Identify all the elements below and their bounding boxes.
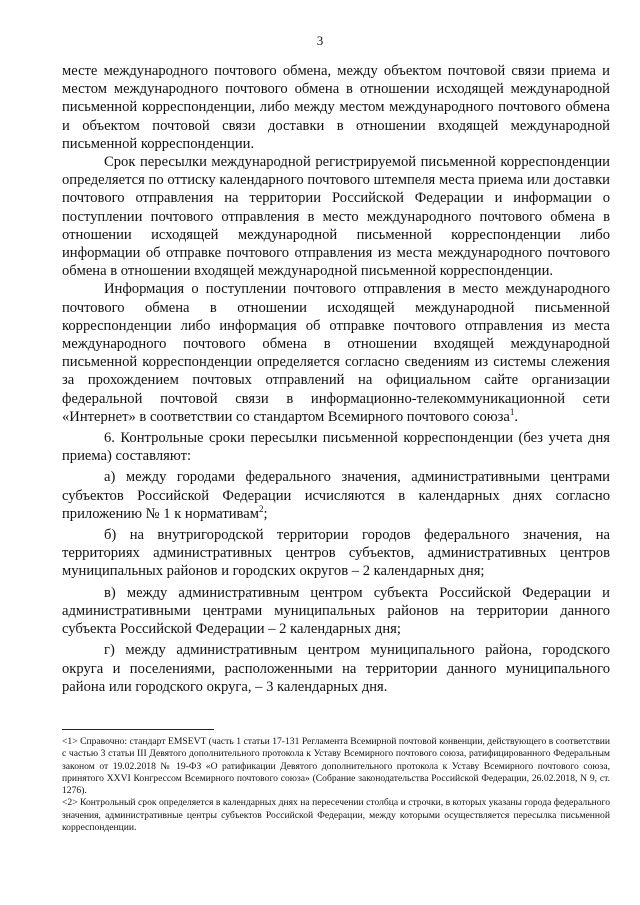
paragraph-item-b: б) на внутригородской территории городов федерального значения, на территориях административных центров субъектов, административных центров муниципальных районов и городских округов – 2 календарных дня; — [62, 527, 610, 580]
paragraph-continuation: месте международного почтового обмена, между объектом почтовой связи приема и местом международного почтового обмена в отношении исходящей международной письменной корреспонденции, либо между местом международного почтового обмена и объектом почтовой связи доставки в отношении входящей международной письменной корреспонденции. — [62, 63, 610, 152]
footnote-divider — [62, 729, 214, 730]
paragraph-text: а) между городами федерального значения, административными центрами субъектов Российской Федерации исчисляются в календарных днях согласно приложению № 1 к нормативам — [62, 469, 610, 522]
paragraph-tracking-info — [62, 280, 610, 426]
paragraph-term-determination: Срок пересылки международной регистрируемой письменной корреспонденции определяется по оттиску календарного почтового штемпеля места приема или доставки почтового отправления на территории Российской Федерации и информации о поступлении почтового отправления в место международного почтового обмена в отношении исходящей международной письменной корреспонденции либо информации об отправке почтового отправления из места международного почтового обмена в отношении входящей международной письменной корреспонденции. — [62, 154, 610, 280]
paragraph-text: Информация о поступлении почтового отправления в место международного почтового обмена в отношении исходящей международной письменной корреспонденции либо информация об отправке почтового отправления из места международного почтового обмена в отношении входящей международной письменной корреспонденции определяется согласно сведениям из системы слежения за прохождением почтовых отправлений на официальном сайте организации федеральной почтовой связи в информационно-телекоммуникационной сети «Интернет» в соответствии со стандартом Всемирного почтового союза — [62, 281, 610, 425]
footnote-1: <1> Справочно: стандарт EMSEVT (часть 1 статьи 17-131 Регламента Всемирной почтовой конвенции, действующего в соответствии с частью 3 статьи III Девятого дополнительного протокола к Уставу Всемирного почтового союза, ратифицированного Федеральным законом от 19.02.2018 № 19-ФЗ «О ратификации Девятого дополнительного протокола к Уставу Всемирного почтового союза, принятого XXVI Конгрессом Всемирного почтового союза» (Собрание законодательства Российской Федерации, 26.02.2018, N 9, ст. 1276). — [62, 736, 610, 797]
paragraph-item-v: в) между административным центром субъекта Российской Федерации и административными центрами муниципальных районов на территории данного субъекта Российской Федерации – 2 календарных дня; — [62, 584, 610, 638]
body-text — [62, 62, 610, 696]
page-number: 3 — [316, 33, 324, 48]
footnote-2: <2> Контрольный срок определяется в календарных днях на пересечении столбца и строчки, в которых указаны города федерального значения, административные центры субъектов Российской Федерации, между которыми осуществляется пересылка письменной корреспонденции. — [62, 797, 610, 834]
footnote-ref-1: 1 — [509, 407, 515, 417]
paragraph-tail: . — [514, 408, 519, 425]
paragraph-item-g: г) между административным центром муниципального района, городского округа и поселениями, расположенными на территории данного муниципального района или городского округа, – 3 календарных дня. — [62, 642, 610, 695]
footnotes — [62, 736, 610, 834]
paragraph-tail: ; — [263, 505, 268, 522]
paragraph-item-6: 6. Контрольные сроки пересылки письменной корреспонденции (без учета дня приема) составляют: — [62, 430, 610, 465]
footnote-ref-2: 2 — [258, 504, 264, 515]
paragraph-item-a — [62, 468, 610, 523]
